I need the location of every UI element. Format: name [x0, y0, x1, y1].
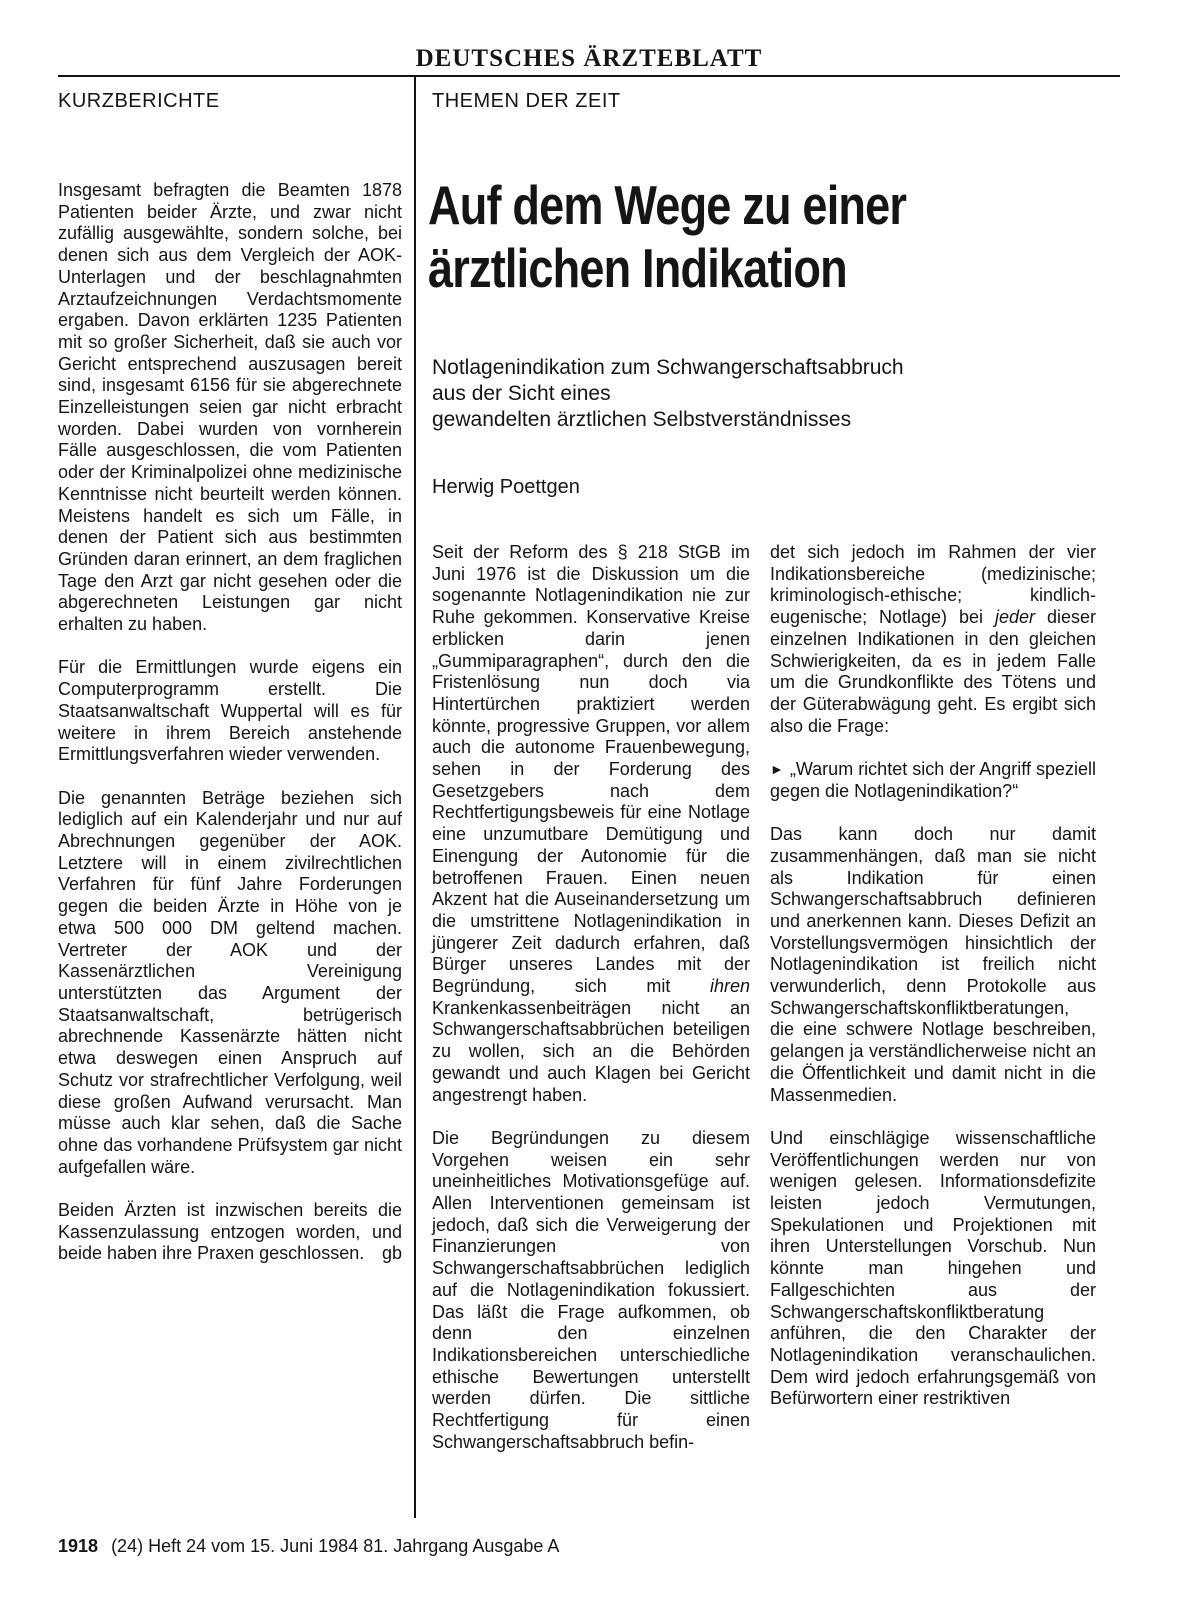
right-paragraph-1-start: det sich jedoch im Rahmen der vier Indikationsbereiche (medizinische; kriminologisch-ethische; kindlich-eugenische; Notlage) bei — [770, 542, 1096, 628]
journal-masthead: DEUTSCHES ÄRZTEBLATT — [415, 45, 763, 72]
triangle-marker-icon: ► — [770, 761, 784, 778]
middle-column — [432, 542, 750, 1454]
left-paragraph-4-text: Beiden Ärzten ist inzwischen bereits die Kassenzulassung entzogen worden, und beide haben ihre Praxen geschlossen. — [58, 1200, 402, 1264]
middle-paragraph-1-end: Krankenkassenbeiträgen nicht an Schwangerschaftsabbrüchen beteiligen zu wollen, sich an die Behörden gewandt und auch Klagen bei Gericht angestrengt haben. — [432, 997, 750, 1105]
middle-paragraph-2: Die Begründungen zu diesem Vorgehen weisen ein sehr uneinheitliches Motivationsgefüge auf. Allen Interventionen gemeinsam ist jedoch, daß sich die Verweigerung der Finanzierungen von Schwangerschaftsabbrüchen lediglich auf die Notlagenindikation fokussiert. Das läßt die Frage aufkommen, ob denn den einzelnen Indikationsbereichen unterschiedliche ethische Bewertungen unterstellt werden dürfen. Die sittliche Rechtfertigung für einen Schwangerschaftsabbruch befin- — [432, 1127, 750, 1452]
pull-quote — [770, 759, 1096, 802]
title-line-1: Auf dem Wege zu einer — [428, 174, 907, 236]
left-paragraph-2: Für die Ermittlungen wurde eigens ein Computerprogramm erstellt. Die Staatsanwaltschaft Wuppertal will es für weitere in ihrem Bereich anstehende Ermittlungsverfahren wieder verwenden. — [58, 657, 402, 765]
article-subtitle — [432, 355, 1092, 433]
author-signature: gb — [381, 1243, 402, 1264]
top-rule — [58, 75, 1120, 77]
left-column — [58, 180, 402, 1265]
right-paragraph-1-end: dieser einzelnen Indikationen in den gleichen Schwierigkeiten, da es in jedem Falle um die Grundkonflikte des Tötens und der Güterabwägung geht. Es ergibt sich also die Frage: — [770, 607, 1096, 736]
middle-paragraph-1-start: Seit der Reform des § 218 StGB im Juni 1976 ist die Diskussion um die sogenannte Notlagenindikation nie zur Ruhe gekommen. Konservative Kreise erblicken darin jenen „Gummiparagraphen“, durch den die Fristenlösung nun doch via Hintertürchen praktiziert werden könnte, progressive Gruppen, vor allem auch die autonome Frauenbewegung, sehen in der Forderung des Gesetzgebers nach dem Rechtfertigungsbeweis für eine Notlage eine unzumutbare Demütigung und Einengung der Autonomie für die betroffenen Frauen. Einen neuen Akzent hat die Auseinandersetzung um die umstrittene Notlagenindikation in jüngerer Zeit dadurch erfahren, daß Bürger unseres Landes mit der Begründung, sich mit — [432, 542, 750, 997]
subtitle-line-3: gewandelten ärztlichen Selbstverständnisses — [432, 408, 852, 431]
left-paragraph-1: Insgesamt befragten die Beamten 1878 Patienten beider Ärzte, und zwar nicht zufällig ausgewählte, sondern solche, bei denen sich aus dem Vergleich der AOK-Unterlagen und der beschlagnahmten Arztaufzeichnungen Verdachtsmomente ergaben. Davon erklärten 1235 Patienten mit so großer Sicherheit, daß sie auch vor Gericht entsprechend auszusagen bereit sind, insgesamt 6156 für sie abgerechnete Einzelleistungen seien gar nicht erbracht worden. Dabei wurden von vornherein Fälle ausgeschlossen, die vom Patienten oder der Kriminalpolizei ohne medizinische Kenntnisse nicht beurteilt werden können. Meistens handelt es sich um Fälle, in denen der Patient sich aus bestimmten Gründen daran erinnert, an dem fraglichen Tage den Arzt gar nicht gesehen oder die abgerechneten Leistungen gar nicht erhalten zu haben. — [58, 180, 402, 635]
title-line-2: ärztlichen Indikation — [428, 237, 847, 299]
edition-info: Ausgabe A — [472, 1536, 560, 1556]
left-paragraph-3: Die genannten Beträge beziehen sich lediglich auf ein Kalenderjahr und nur auf Abrechnungen gegenüber der AOK. Letztere will in einem zivilrechtlichen Verfahren für fünf Jahre Forderungen gegen die beiden Ärzte in Höhe von je etwa 500 000 DM geltend machen. Vertreter der AOK und der Kassenärztlichen Vereinigung unterstützten das Argument der Staatsanwaltschaft, betrügerisch abrechnende Kassenärzte hätten nicht etwa deswegen einen Anspruch auf Schutz vor strafrechtlicher Verfolgung, weil diese großen Aufwand verursacht. Man müsse auch klar sehen, daß die Sache ohne das vorhandene Prüfsystem gar nicht aufgefallen wäre. — [58, 787, 402, 1177]
section-label-right: THEMEN DER ZEIT — [432, 90, 621, 112]
issue-info: (24) Heft 24 vom 15. Juni 1984 81. Jahrgang — [111, 1536, 469, 1556]
right-paragraph-3: Und einschlägige wissenschaftliche Veröffentlichungen werden nur von wenigen gelesen. Informationsdefizite leisten jedoch Vermutungen, Spekulationen und Projektionen mit ihren Unterstellungen Vorschub. Nun könnte man hingehen und Fallgeschichten aus der Schwangerschaftskonfliktberatung anführen, die den Charakter der Notlagenindikation veranschaulichen. Dem wird jedoch erfahrungsgemäß von Befürwortern einer restriktiven — [770, 1127, 1096, 1409]
pull-quote-text: „Warum richtet sich der Angriff speziell gegen die Notlagenindikation?“ — [770, 759, 1096, 801]
right-paragraph-2: Das kann doch nur damit zusammenhängen, daß man sie nicht als Indikation für einen Schwangerschaftsabbruch definieren und anerkennen kann. Dieses Defizit an Vorstellungsvermögen hinsichtlich der Notlagenindikation ist freilich nicht verwunderlich, denn Protokolle aus Schwangerschaftskonfliktberatungen, die eine schwere Notlage beschreiben, gelangen ja verständlicherweise nicht an die Öffentlichkeit und damit nicht in die Massenmedien. — [770, 824, 1096, 1105]
middle-paragraph-1-emphasis: ihren — [709, 976, 750, 997]
article-author: Herwig Poettgen — [432, 476, 580, 498]
page-footer — [58, 1535, 559, 1557]
column-divider — [414, 76, 416, 1518]
section-label-left: KURZBERICHTE — [58, 90, 220, 112]
right-column — [770, 542, 1096, 1410]
subtitle-line-2: aus der Sicht eines — [432, 382, 611, 405]
subtitle-line-1: Notlagenindikation zum Schwangerschaftsabbruch — [432, 356, 904, 379]
article-title — [428, 174, 1109, 300]
page-number: 1918 — [58, 1536, 99, 1556]
middle-paragraph-1 — [432, 542, 750, 1106]
right-paragraph-1-emphasis: jeder — [994, 607, 1036, 628]
left-paragraph-4 — [58, 1200, 402, 1265]
right-paragraph-1 — [770, 542, 1096, 737]
